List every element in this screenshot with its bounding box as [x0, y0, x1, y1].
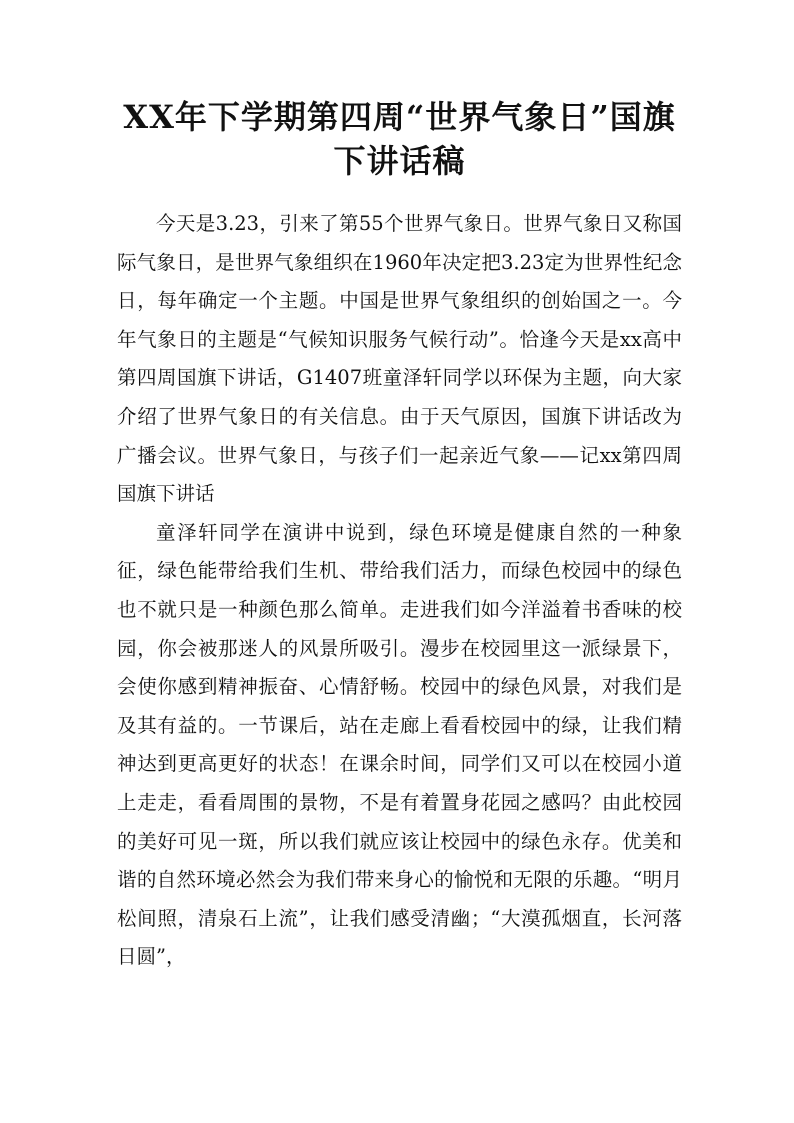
title-line-1: XX年下学期第四周“世界气象日”国旗 [123, 98, 676, 136]
document-body [117, 205, 682, 977]
title-line-2: 下讲话稿 [333, 142, 466, 180]
paragraph-1: 今天是3.23，引来了第55个世界气象日。世界气象日又称国际气象日，是世界气象组织在1960年决定把3.23定为世界性纪念日，每年确定一个主题。中国是世界气象组织的创始国之一。今年气象日的主题是“气候知识服务气候行动”。恰逢今天是xx高中第四周国旗下讲话，G1407班童泽轩同学以环保为主题，向大家介绍了世界气象日的有关信息。由于天气原因，国旗下讲话改为广播会议。世界气象日，与孩子们一起亲近气象——记xx第四周国旗下讲话 [117, 212, 682, 506]
paragraph-2: 童泽轩同学在演讲中说到，绿色环境是健康自然的一种象征，绿色能带给我们生机、带给我们活力，而绿色校园中的绿色也不就只是一种颜色那么简单。走进我们如今洋溢着书香味的校园，你会被那迷人的风景所吸引。漫步在校园里这一派绿景下，会使你感到精神振奋、心情舒畅。校园中的绿色风景，对我们是及其有益的。一节课后，站在走廊上看看校园中的绿，让我们精神达到更高更好的状态！在课余时间，同学们又可以在校园小道上走走，看看周围的景物，不是有着置身花园之感吗？由此校园的美好可见一斑，所以我们就应该让校园中的绿色永存。优美和谐的自然环境必然会为我们带来身心的愉悦和无限的乐趣。“明月松间照，清泉石上流”，让我们感受清幽；“大漠孤烟直，长河落日圆”， [117, 520, 682, 969]
document-title [117, 95, 682, 183]
